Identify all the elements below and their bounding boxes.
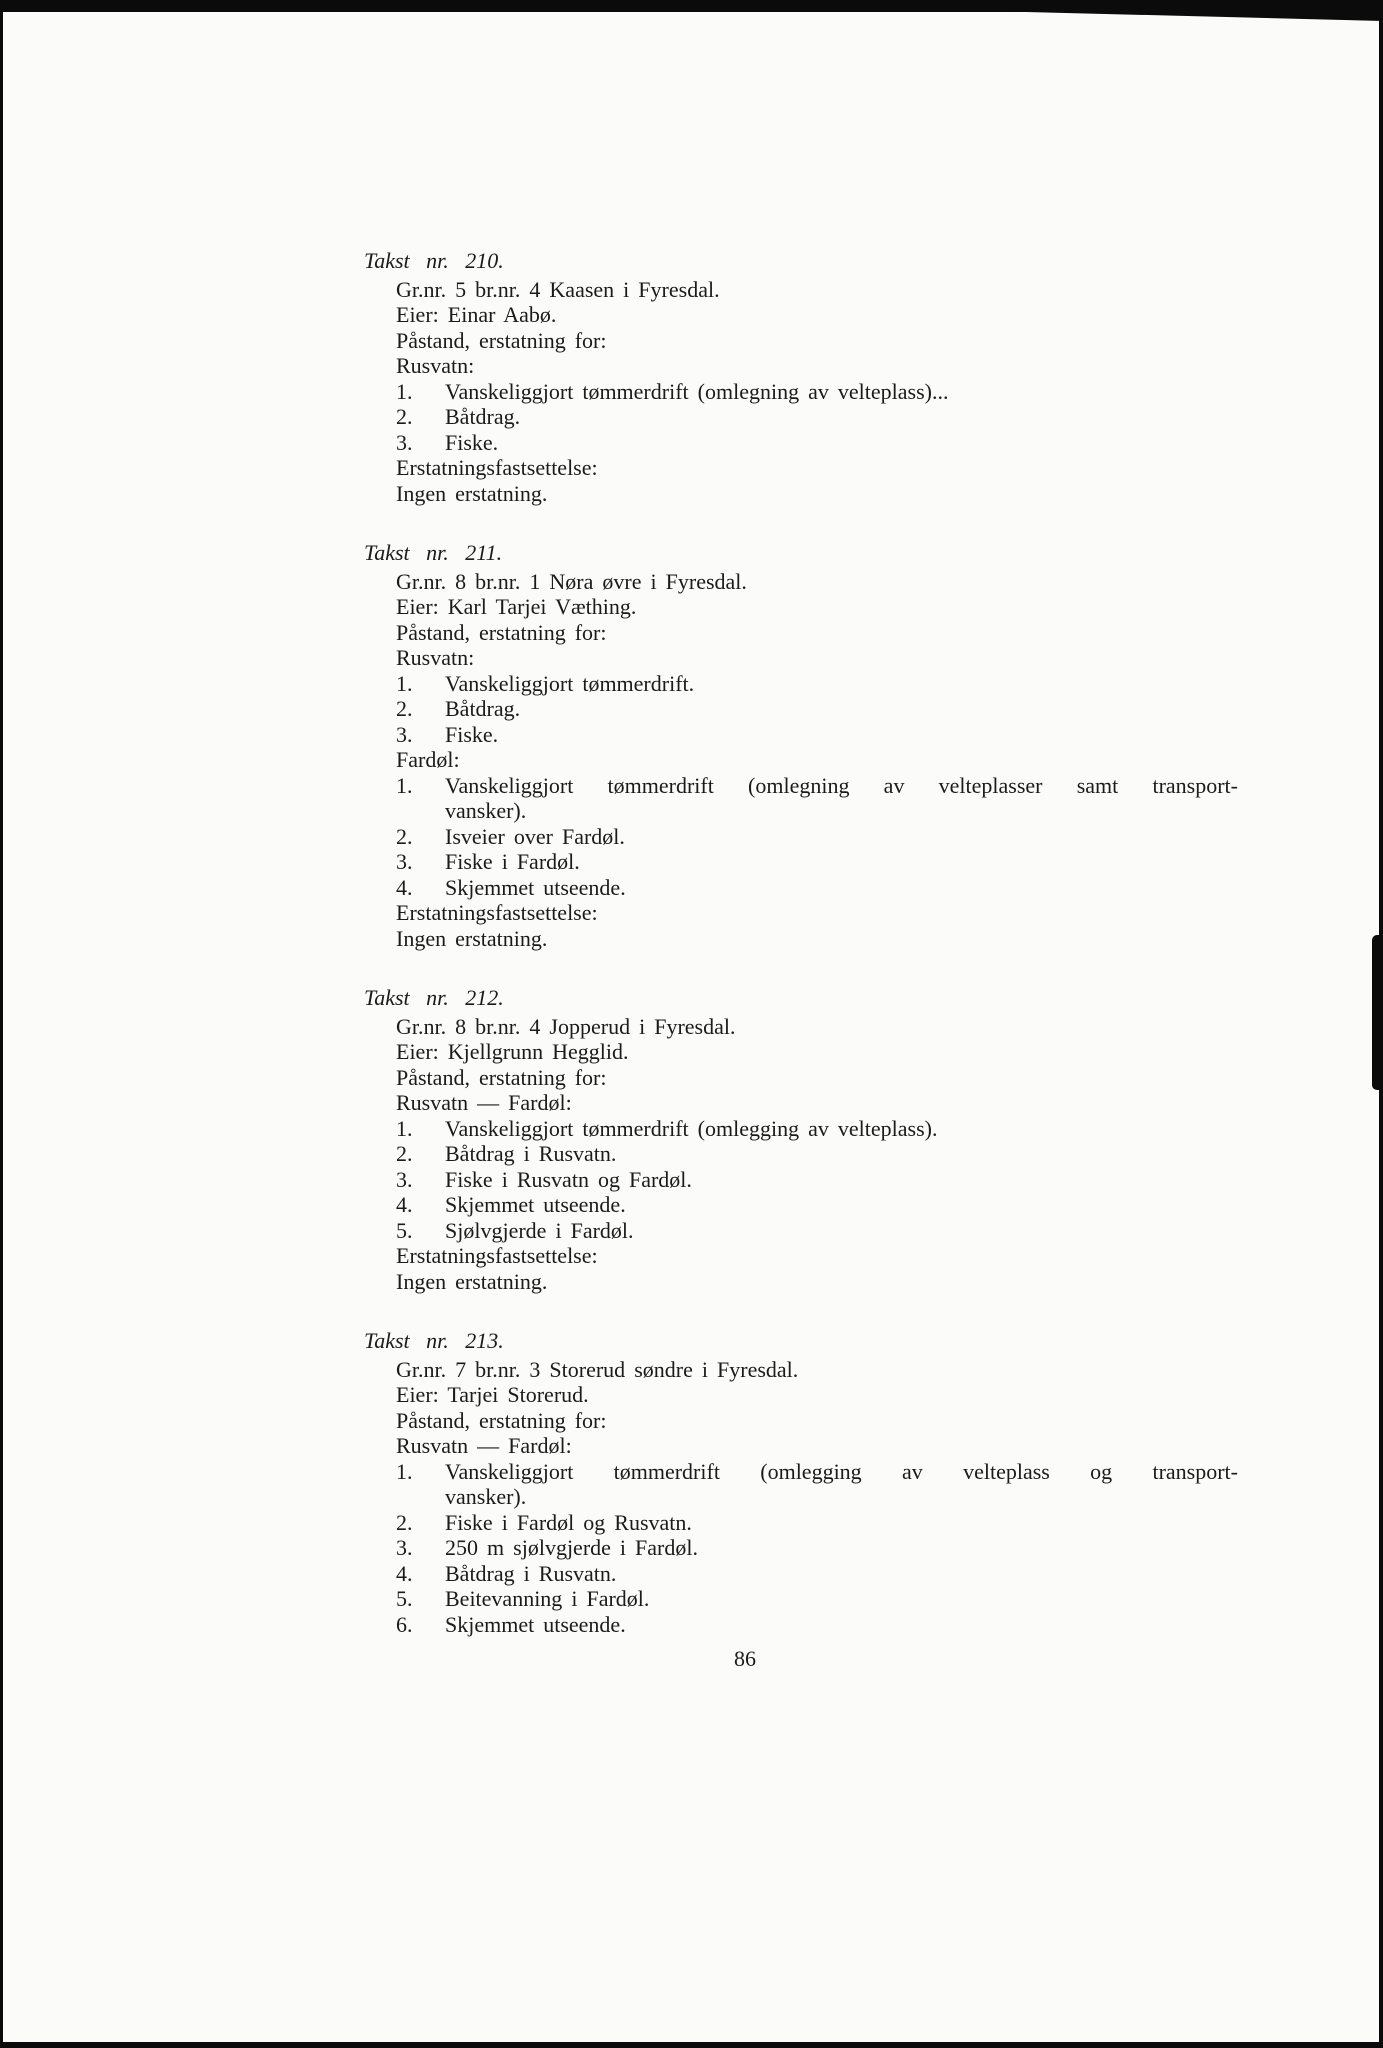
list-item [364,1192,1238,1218]
entry-line: Påstand, erstatning for: [396,1064,607,1090]
list-item-text: Båtdrag. [445,696,521,721]
entry-line: Eier: Karl Tarjei Væthing. [396,594,637,619]
list-item-text: Båtdrag i Rusvatn. [445,1141,617,1166]
entry-title: Takst nr. 211. [364,540,503,565]
entry-title: Takst nr. 212. [364,985,504,1010]
list-item [364,379,1238,405]
entry-title: Takst nr. 210. [364,248,504,273]
list-item-number: 4. [396,1560,413,1586]
list-item-number: 5. [396,1586,413,1611]
list-item [364,671,1238,697]
list-item [364,430,1238,456]
entry-line: Ingen erstatning. [396,1268,548,1294]
list-item-text: Fiske i Fardøl og Rusvatn. [445,1509,692,1535]
entry-line: Erstatningsfastsettelse: [396,1243,598,1268]
entry-line: Gr.nr. 5 br.nr. 4 Kaasen i Fyresdal. [396,276,720,302]
list-item-number: 3. [396,429,413,455]
list-item [364,1561,1238,1587]
list-item-number: 3. [396,849,413,874]
takst-entry [364,248,1238,506]
list-item [364,696,1238,722]
list-item [364,1218,1238,1244]
entry-line: Eier: Tarjei Storerud. [396,1382,589,1407]
entry-line: Fardøl: [396,747,460,772]
list-item [364,1535,1238,1561]
list-item-number: 1. [396,1115,413,1141]
list-item-text: Skjemmet utseende. [445,1611,626,1637]
list-item-text: Fiske. [445,721,499,747]
entry-line: Påstand, erstatning for: [396,619,607,645]
list-item-text: Isveier over Fardøl. [445,823,625,849]
entry-line: Erstatningsfastsettelse: [396,455,598,480]
list-item [364,1116,1238,1142]
list-item-number: 3. [396,1535,413,1560]
entry-line: Rusvatn — Fardøl: [396,1090,572,1115]
text-column [364,248,1238,1671]
list-item [364,1612,1238,1638]
list-item-text: Båtdrag. [445,404,521,429]
list-item [364,1459,1238,1510]
list-item-number: 2. [396,696,413,721]
list-item-text: 250 m sjølvgjerde i Fardøl. [445,1535,698,1560]
list-item [364,404,1238,430]
entry-line: Gr.nr. 7 br.nr. 3 Storerud søndre i Fyresdal. [396,1356,799,1382]
list-item-number: 4. [396,874,413,900]
entry-line: Gr.nr. 8 br.nr. 4 Jopperud i Fyresdal. [396,1013,736,1039]
list-item-text: Båtdrag i Rusvatn. [445,1560,617,1586]
list-item-text: Fiske i Rusvatn og Fardøl. [445,1166,692,1192]
list-item [364,773,1238,824]
takst-entry [364,1328,1238,1637]
scan-edge-bottom [0,2042,1383,2048]
list-item-number: 1. [396,1458,413,1484]
list-item-text: Vanskeliggjort tømmerdrift (omlegning av velteplasser samt transport- [445,772,1238,798]
scan-edge-left [0,0,3,2048]
list-item-number: 1. [396,378,413,404]
list-item-text: Vanskeliggjort tømmerdrift (omlegging av velteplass og transport- [445,1458,1238,1484]
list-item-number: 4. [396,1192,413,1217]
entry-line: Ingen erstatning. [396,925,548,951]
list-item-number: 3. [396,1166,413,1192]
entry-line: Ingen erstatning. [396,480,548,506]
entry-line: Eier: Kjellgrunn Hegglid. [396,1039,629,1064]
list-item-text: Fiske i Fardøl. [445,849,580,874]
list-item-number: 5. [396,1217,413,1243]
list-item-text: Skjemmet utseende. [445,1192,626,1217]
entry-line: Rusvatn — Fardøl: [396,1433,572,1458]
entry-line: Erstatningsfastsettelse: [396,900,598,925]
scan-edge-top-right [1010,0,1383,21]
list-item-text: Vanskeliggjort tømmerdrift (omlegning av velteplass)... [445,378,949,404]
list-item-number: 1. [396,772,413,798]
list-item [364,1510,1238,1536]
list-item-number: 2. [396,823,413,849]
list-item [364,849,1238,875]
list-item [364,875,1238,901]
scan-edge-right-mark [1372,935,1383,1090]
takst-entry [364,985,1238,1294]
list-item [364,722,1238,748]
list-item-number: 2. [396,1509,413,1535]
list-item-text-continued: vansker). [445,1484,527,1509]
list-item-text: Sjølvgjerde i Fardøl. [445,1217,634,1243]
list-item-number: 1. [396,670,413,696]
list-item [364,1586,1238,1612]
list-item-number: 2. [396,404,413,429]
takst-entry [364,540,1238,951]
entry-line: Rusvatn: [396,645,475,670]
list-item-number: 6. [396,1611,413,1637]
list-item-text: Skjemmet utseende. [445,874,626,900]
list-item-text: Beitevanning i Fardøl. [445,1586,650,1611]
entry-line: Gr.nr. 8 br.nr. 1 Nøra øvre i Fyresdal. [396,568,747,594]
entry-line: Eier: Einar Aabø. [396,302,557,327]
entry-line: Påstand, erstatning for: [396,1407,607,1433]
entry-title: Takst nr. 213. [364,1328,504,1353]
list-item-number: 2. [396,1141,413,1166]
list-item-text-continued: vansker). [445,798,527,823]
page-number: 86 [734,1646,756,1671]
list-item-text: Fiske. [445,429,499,455]
list-item [364,1141,1238,1167]
list-item [364,824,1238,850]
list-item-number: 3. [396,721,413,747]
entry-line: Rusvatn: [396,353,475,378]
list-item [364,1167,1238,1193]
list-item-text: Vanskeliggjort tømmerdrift. [445,670,695,696]
entry-line: Påstand, erstatning for: [396,327,607,353]
list-item-text: Vanskeliggjort tømmerdrift (omlegging av velteplass). [445,1115,938,1141]
